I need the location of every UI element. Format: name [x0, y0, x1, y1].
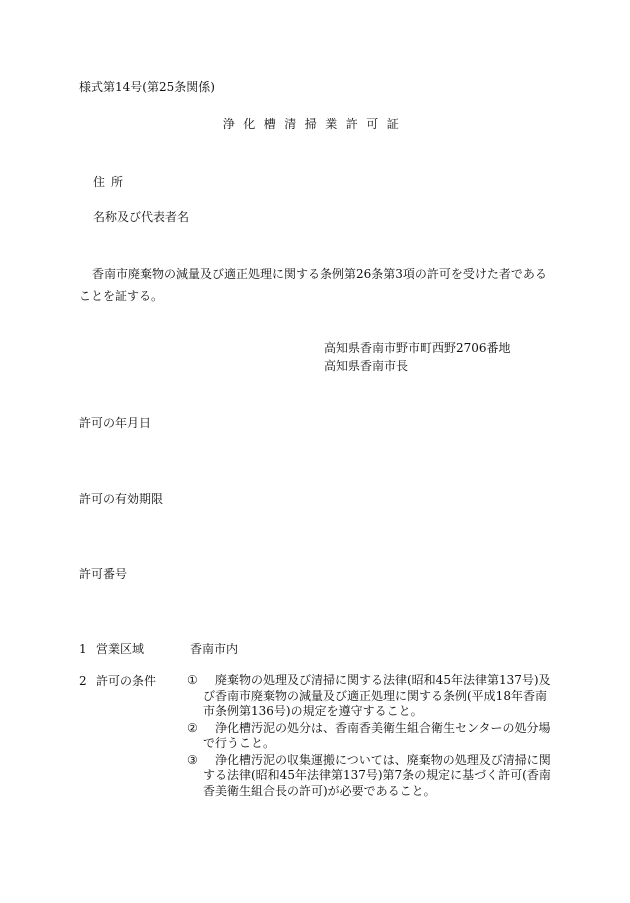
- condition-text: 廃棄物の処理及び清掃に関する法律(昭和45年法律第137号)及び香南市廃棄物の減量及び適正処理に関する条例(平成18年香南市条例第136号)の規定を遵守すること。: [203, 673, 551, 718]
- condition-marker: ②: [187, 720, 198, 735]
- permit-date-label: 許可の年月日: [79, 416, 152, 430]
- conditions-label: 許可の条件: [96, 674, 157, 688]
- item-number-conditions: 2: [79, 674, 87, 688]
- address-label: 住所: [93, 175, 130, 189]
- condition-marker: ①: [187, 673, 198, 687]
- issuer-address: 高知県香南市野市町西野2706番地: [324, 341, 511, 355]
- condition-text: 浄化槽汚泥の収集運搬については、廃棄物の処理及び清掃に関する法律(昭和45年法律第137号)第7条の規定に基づく許可(香南香美衛生組合長の許可)が必要であること。: [203, 752, 551, 798]
- issuer-name: 高知県香南市長: [324, 359, 409, 373]
- business-area-value: 香南市内: [190, 642, 239, 656]
- form-number: 様式第14号(第25条関係): [79, 80, 215, 94]
- permit-number-label: 許可番号: [79, 567, 128, 581]
- condition-item: [187, 721, 557, 752]
- conditions-list: [187, 673, 557, 800]
- item-number-business-area: 1: [79, 642, 87, 656]
- name-representative-label: 名称及び代表者名: [93, 210, 190, 224]
- condition-item: [187, 753, 557, 800]
- condition-item: [187, 673, 557, 720]
- document-title: 浄化槽清掃業許可証: [222, 117, 408, 131]
- condition-text: 浄化槽汚泥の処分は、香南香美衛生組合衛生センターの処分場で行うこと。: [203, 720, 551, 750]
- condition-marker: ③: [187, 752, 198, 767]
- validity-period-label: 許可の有効期限: [79, 492, 164, 506]
- business-area-label: 営業区域: [96, 642, 145, 656]
- certification-text: 香南市廃棄物の減量及び適正処理に関する条例第26条第3項の許可を受けた者であることを証する。: [79, 267, 547, 303]
